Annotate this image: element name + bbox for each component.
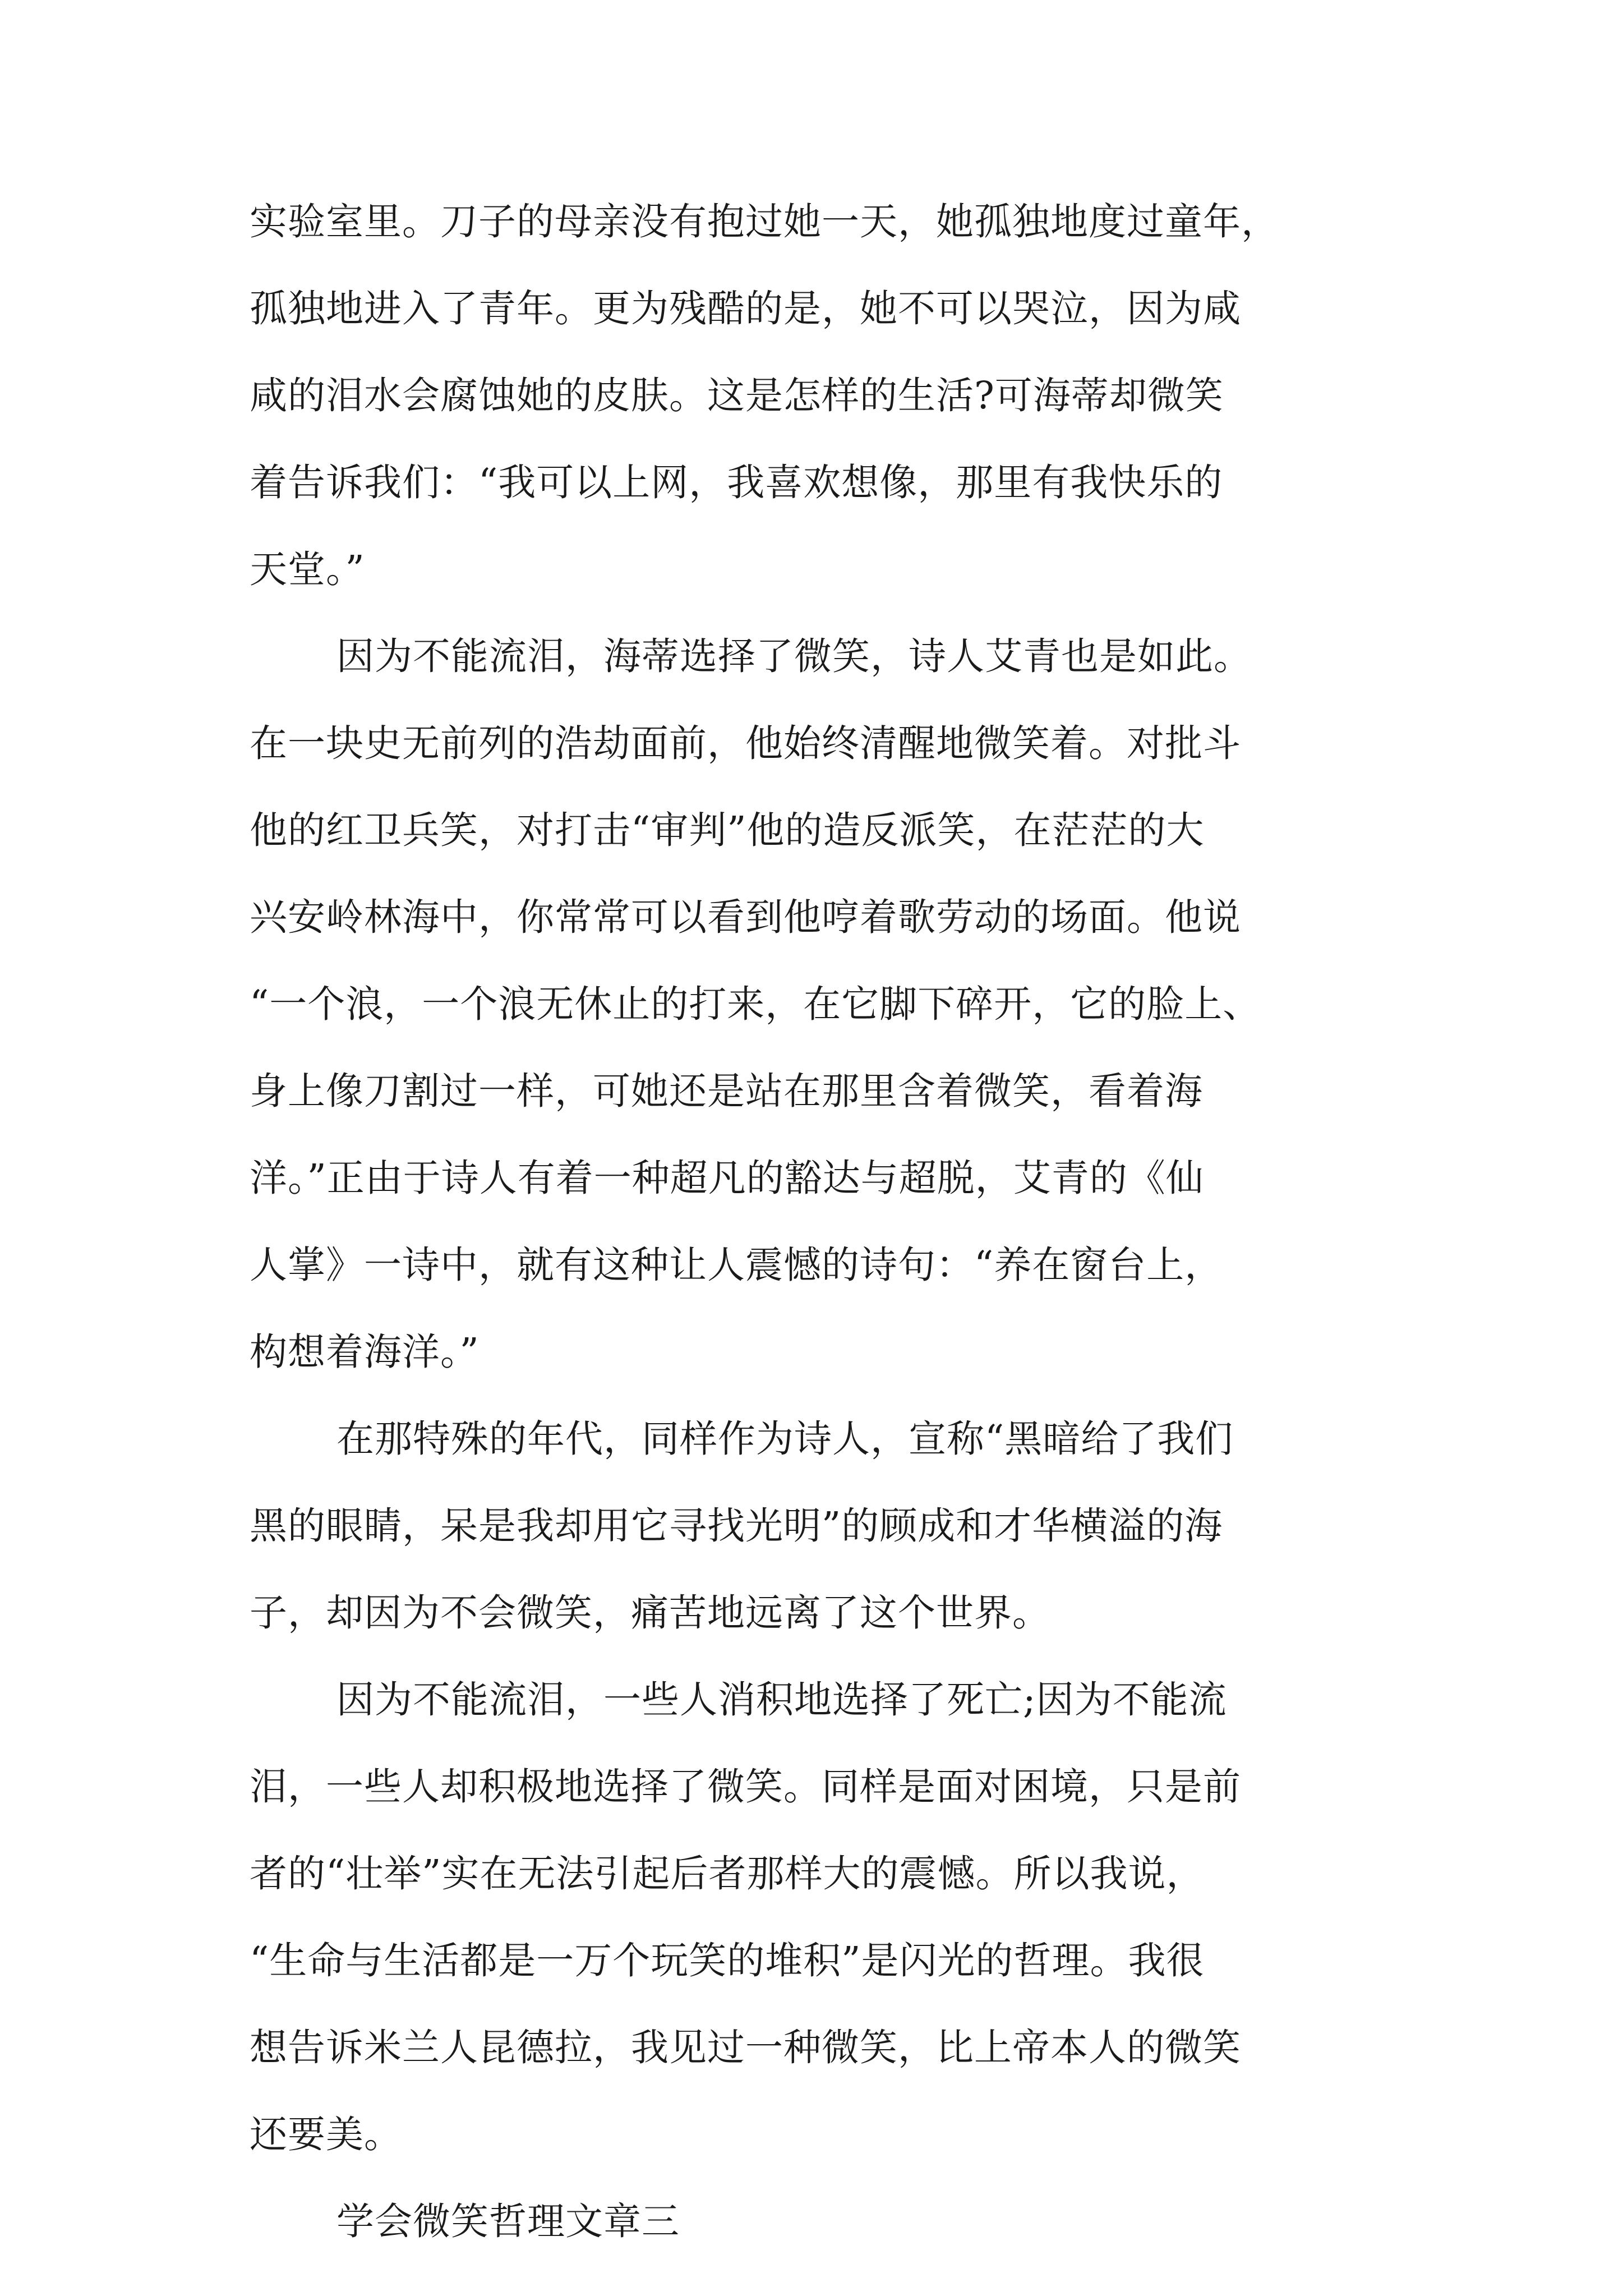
text-line: 构想着海洋。” — [250, 1330, 479, 1374]
text-line: 黑的眼睛，呆是我却用它寻找光明”的顾成和才华横溢的海 — [250, 1504, 1223, 1548]
text-line: 咸的泪水会腐蚀她的皮肤。这是怎样的生活?可海蒂却微笑 — [250, 374, 1224, 417]
text-line: 在一块史无前列的浩劫面前，他始终清醒地微笑着。对批斗 — [250, 721, 1241, 765]
text-line: “一个浪，一个浪无休止的打来，在它脚下碎开，它的脸上、 — [250, 982, 1261, 1026]
paragraph-start-line: 在那特殊的年代，同样作为诗人，宣称“黑暗给了我们 — [336, 1417, 1234, 1461]
text-line: 子，却因为不会微笑，痛苦地远离了这个世界。 — [250, 1591, 1050, 1635]
text-line: 着告诉我们：“我可以上网，我喜欢想像，那里有我快乐的 — [250, 461, 1223, 504]
text-line: 者的“壮举”实在无法引起后者那样大的震憾。所以我说， — [250, 1852, 1205, 1895]
text-line: 兴安岭林海中，你常常可以看到他哼着歌劳动的场面。他说 — [250, 895, 1241, 939]
text-line: “生命与生活都是一万个玩笑的堆积”是闪光的哲理。我很 — [250, 1939, 1205, 1982]
section-heading: 学会微笑哲理文章三 — [336, 2200, 680, 2243]
text-line: 泪，一些人却积极地选择了微笑。同样是面对困境，只是前 — [250, 1765, 1241, 1809]
text-line: 孤独地进入了青年。更为残酷的是，她不可以哭泣，因为咸 — [250, 287, 1241, 330]
text-line: 洋。”正由于诗人有着一种超凡的豁达与超脱，艾青的《仙 — [250, 1156, 1204, 1200]
text-line: 还要美。 — [250, 2113, 402, 2156]
text-line: 人掌》一诗中，就有这种让人震憾的诗句：“养在窗台上， — [250, 1243, 1223, 1287]
paragraph-start-line: 因为不能流泪，一些人消积地选择了死亡;因为不能流 — [336, 1678, 1227, 1722]
text-line: 他的红卫兵笑，对打击“审判”他的造反派笑，在茫茫的大 — [250, 808, 1205, 852]
text-line: 想告诉米兰人昆德拉，我见过一种微笑，比上帝本人的微笑 — [250, 2026, 1241, 2069]
paragraph-start-line: 因为不能流泪，海蒂选择了微笑，诗人艾青也是如此。 — [336, 634, 1252, 678]
text-line: 身上像刀割过一样，可她还是站在那里含着微笑，看着海 — [250, 1069, 1203, 1113]
text-line: 实验室里。刀子的母亲没有抱过她一天，她孤独地度过童年， — [250, 200, 1279, 243]
text-line: 天堂。” — [250, 547, 365, 591]
